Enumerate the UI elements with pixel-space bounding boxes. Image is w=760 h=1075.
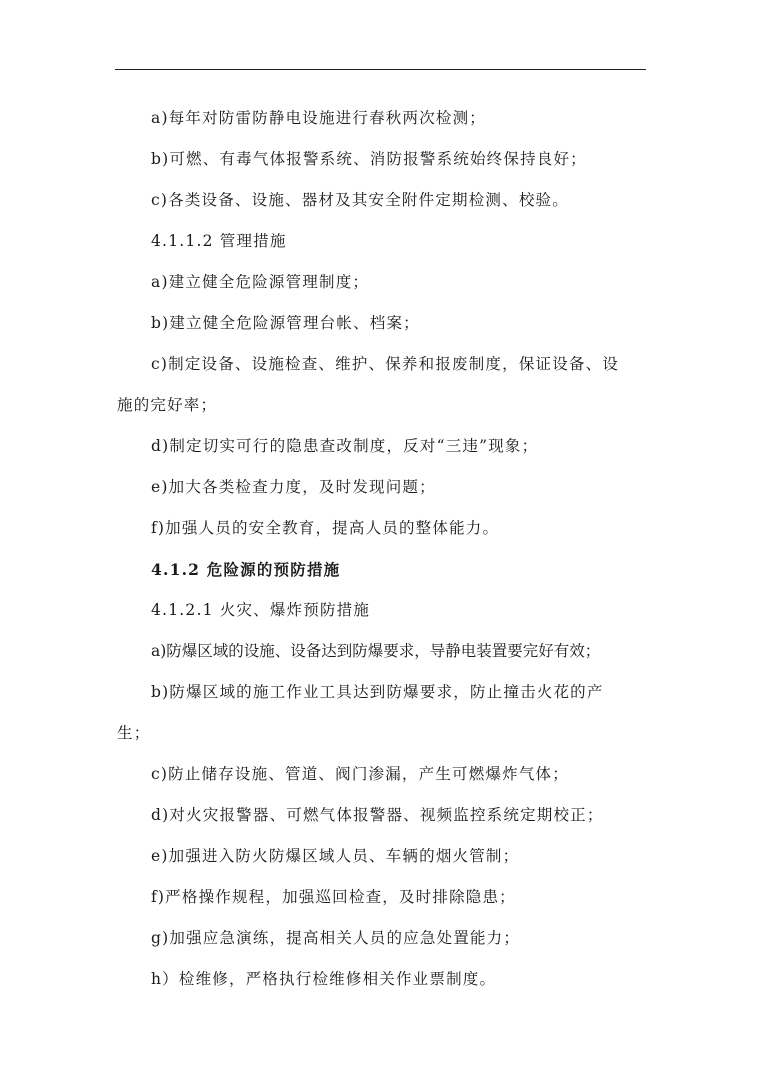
paragraph-line: c)防止储存设施、管道、阀门渗漏，产生可燃爆炸气体； [151,765,569,783]
paragraph-line: a)建立健全危险源管理制度； [151,273,370,291]
paragraph-line: h）检维修，严格执行检维修相关作业票制度。 [151,970,497,988]
header-rule [115,69,646,70]
paragraph-line-continuation: 施的完好率； [117,396,218,414]
paragraph-line: c)各类设备、设施、器材及其安全附件定期检测、校验。 [151,191,569,209]
document-body [117,98,647,1000]
paragraph-line: e)加大各类检查力度，及时发现问题； [151,478,436,496]
paragraph-line: d)制定切实可行的隐患查改制度，反对“三违”现象； [151,437,539,455]
paragraph-line: f)加强人员的安全教育，提高人员的整体能力。 [151,519,500,537]
paragraph-line: f)严格操作规程，加强巡回检查，及时排除隐患； [151,888,516,906]
paragraph-line: c)制定设备、设施检查、维护、保养和报废制度，保证设备、设 [151,355,620,373]
paragraph-line: b)可燃、有毒气体报警系统、消防报警系统始终保持良好； [151,150,587,168]
section-heading-bold: 4.1.2 危险源的预防措施 [151,560,341,579]
subsection-heading: 4.1.2.1 火灾、爆炸预防措施 [151,601,371,619]
section-heading: 4.1.1.2 管理措施 [151,232,287,250]
paragraph-line-continuation: 生； [117,724,151,742]
paragraph-line: b)防爆区域的施工作业工具达到防爆要求，防止撞击火花的产 [151,683,604,701]
paragraph-line: a)每年对防雷防静电设施进行春秋两次检测； [151,109,486,127]
paragraph-line: d)对火灾报警器、可燃气体报警器、视频监控系统定期校正； [151,806,604,824]
paragraph-line: a)防爆区域的设施、设备达到防爆要求，导静电装置要完好有效； [151,642,601,660]
paragraph-line: b)建立健全危险源管理台帐、档案； [151,314,420,332]
paragraph-line: e)加强进入防火防爆区域人员、车辆的烟火管制； [151,847,520,865]
paragraph-line: g)加强应急演练，提高相关人员的应急处置能力； [151,929,521,947]
